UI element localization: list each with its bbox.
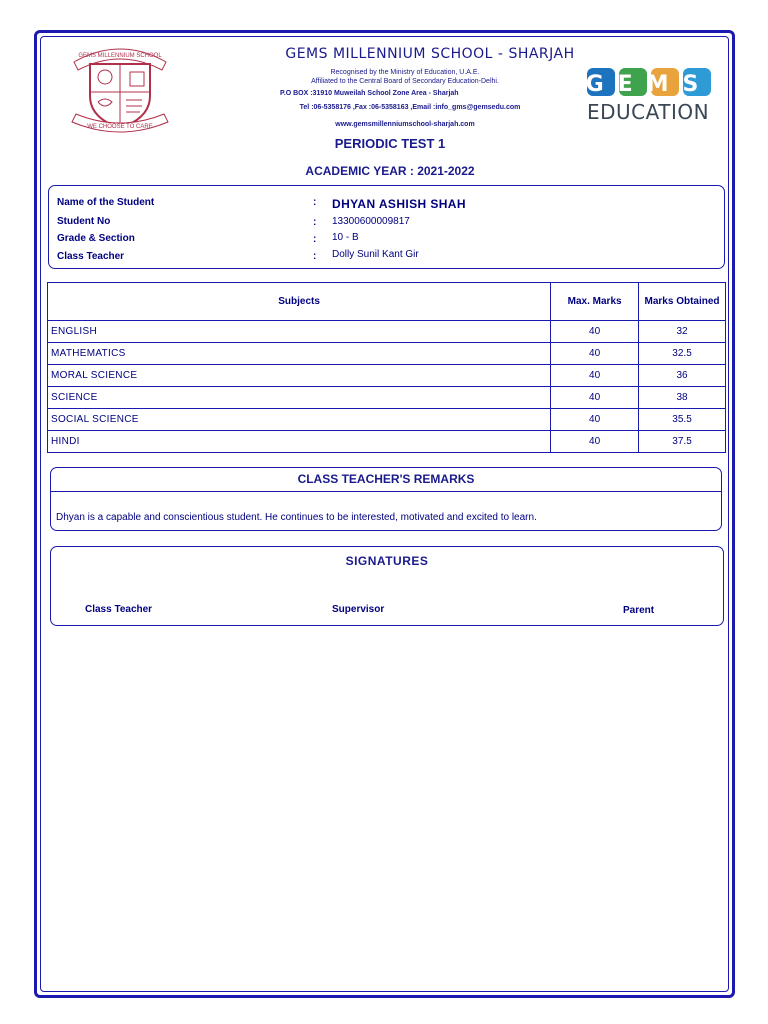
address-line: P.O BOX :31910 Muweilah School Zone Area - Sharjah [280, 90, 459, 97]
max-marks-cell: 40 [551, 365, 639, 387]
crest-top-text: GEMS MILLENNIUM SCHOOL [78, 53, 162, 59]
gems-letters-text: GEMS [585, 72, 713, 97]
gems-education-tagline: EDUCATION [587, 100, 710, 124]
table-row [48, 321, 726, 343]
class-teacher-colon: : [313, 251, 317, 262]
crest-motto-text: WE CHOOSE TO CARE [87, 124, 153, 130]
marks-obtained-cell: 35.5 [639, 409, 726, 431]
gems-letters-graphic [585, 66, 715, 98]
subject-cell: MORAL SCIENCE [48, 365, 551, 387]
marks-obtained-cell: 32.5 [639, 343, 726, 365]
website-line: www.gemsmillenniumschool-sharjah.com [335, 121, 475, 128]
remarks-heading: CLASS TEACHER'S REMARKS [297, 472, 475, 486]
supervisor-signature-label: Supervisor [332, 604, 385, 615]
grade-section-value: 10 - B [332, 232, 359, 243]
student-name-label: Name of the Student [57, 197, 155, 208]
table-row [48, 343, 726, 365]
max-marks-header: Max. Marks [551, 283, 639, 321]
signatures-heading: SIGNATURES [345, 554, 429, 568]
max-marks-cell: 40 [551, 343, 639, 365]
class-teacher-signature-label: Class Teacher [85, 604, 153, 615]
contact-line: Tel :06-5358176 ,Fax :06-5358163 ,Email :info_gms@gemsedu.com [299, 104, 521, 111]
subject-cell: ENGLISH [48, 321, 551, 343]
marks-obtained-cell: 36 [639, 365, 726, 387]
subject-cell: HINDI [48, 431, 551, 453]
subjects-header: Subjects [48, 283, 551, 321]
subject-cell: MATHEMATICS [48, 343, 551, 365]
marks-obtained-header: Marks Obtained [639, 283, 726, 321]
table-row [48, 409, 726, 431]
student-no-value: 13300600009817 [332, 216, 410, 227]
student-no-colon: : [313, 217, 317, 228]
max-marks-cell: 40 [551, 409, 639, 431]
remarks-divider [50, 491, 722, 492]
recognition-line: Recognised by the Ministry of Education, U.A.E. [330, 69, 480, 76]
table-row [48, 365, 726, 387]
subject-cell: SOCIAL SCIENCE [48, 409, 551, 431]
marks-obtained-cell: 37.5 [639, 431, 726, 453]
affiliation-line: Affiliated to the Central Board of Secondary Education-Delhi. [311, 78, 499, 85]
class-teacher-label: Class Teacher [57, 251, 125, 262]
subject-cell: SCIENCE [48, 387, 551, 409]
table-row [48, 431, 726, 453]
gems-education-logo [585, 66, 715, 126]
max-marks-cell: 40 [551, 431, 639, 453]
grade-section-colon: : [313, 234, 317, 245]
marks-obtained-cell: 38 [639, 387, 726, 409]
marks-table [47, 282, 726, 453]
student-no-label: Student No [57, 216, 111, 227]
parent-signature-label: Parent [623, 605, 655, 616]
student-name-value: DHYAN ASHISH SHAH [332, 197, 466, 211]
grade-section-label: Grade & Section [57, 233, 135, 244]
max-marks-cell: 40 [551, 321, 639, 343]
table-row [48, 387, 726, 409]
remarks-text: Dhyan is a capable and conscientious student. He continues to be interested, motivated and excited to learn. [56, 512, 537, 523]
student-name-colon: : [313, 197, 317, 208]
marks-obtained-cell: 32 [639, 321, 726, 343]
academic-year: ACADEMIC YEAR : 2021-2022 [305, 164, 475, 178]
marks-header-row [48, 283, 726, 321]
max-marks-cell: 40 [551, 387, 639, 409]
exam-title: PERIODIC TEST 1 [334, 136, 446, 151]
school-name: GEMS MILLENNIUM SCHOOL - SHARJAH [285, 46, 575, 62]
class-teacher-value: Dolly Sunil Kant Gir [332, 249, 419, 260]
